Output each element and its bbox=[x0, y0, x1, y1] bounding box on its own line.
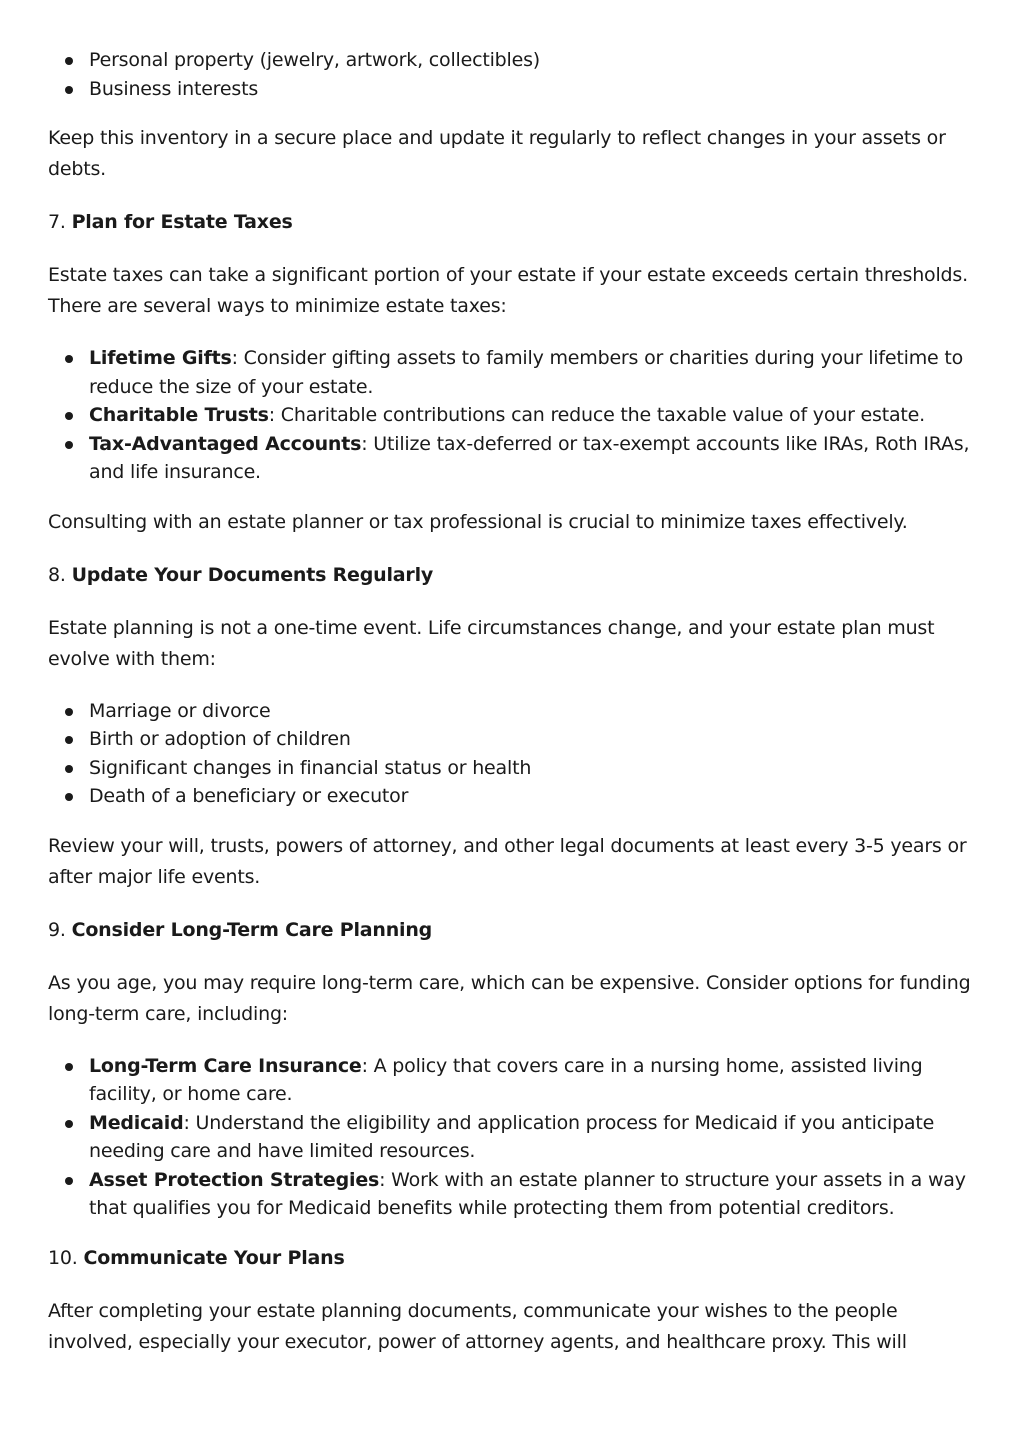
list-item-text: : Consider gifting assets to family members or charities during your lifetime to reduce the size of your estate. bbox=[89, 347, 964, 398]
list-item bbox=[89, 401, 974, 430]
list-item-text: Marriage or divorce bbox=[89, 699, 271, 722]
list-item-text: Significant changes in financial status or health bbox=[89, 756, 532, 779]
bullet-icon bbox=[65, 793, 73, 801]
bullet-icon bbox=[65, 765, 73, 773]
list-item-text: Death of a beneficiary or executor bbox=[89, 785, 409, 807]
list-item-text: Business interests bbox=[89, 77, 259, 100]
section-title: Plan for Estate Taxes bbox=[71, 211, 293, 233]
life-events-list bbox=[48, 697, 974, 811]
update-intro-paragraph: Estate planning is not a one-time event. Life circumstances change, and your estate plan must evolve with them: bbox=[48, 616, 935, 670]
bullet-icon bbox=[65, 1063, 73, 1071]
bullet-icon bbox=[65, 355, 73, 363]
bullet-icon bbox=[65, 412, 73, 420]
section-number: 7. bbox=[48, 211, 66, 233]
bullet-icon bbox=[65, 57, 73, 65]
list-item bbox=[89, 46, 974, 75]
list-item bbox=[89, 430, 974, 487]
list-item-term: Asset Protection Strategies bbox=[89, 1168, 380, 1191]
bullet-icon bbox=[65, 86, 73, 94]
section-title: Update Your Documents Regularly bbox=[71, 563, 434, 586]
section-number: 8. bbox=[48, 563, 66, 586]
list-item bbox=[89, 782, 974, 811]
list-item-text: : Work with an estate planner to structure your assets in a way that qualifies you for Medicaid benefits while protecting them from potential creditors. bbox=[89, 1168, 966, 1219]
bullet-icon bbox=[65, 1177, 73, 1185]
list-item-text: : Understand the eligibility and application process for Medicaid if you anticipate needing care and have limited resources. bbox=[89, 1111, 935, 1162]
list-item-term: Tax-Advantaged Accounts bbox=[89, 432, 362, 455]
section-heading-10 bbox=[48, 1243, 974, 1274]
inventory-paragraph: Keep this inventory in a secure place and update it regularly to reflect changes in your assets or debts. bbox=[48, 127, 946, 180]
list-item bbox=[89, 697, 974, 726]
bullet-icon bbox=[65, 1120, 73, 1128]
list-item bbox=[89, 75, 974, 104]
section-number: 9. bbox=[48, 918, 66, 941]
list-item-term: Long-Term Care Insurance bbox=[89, 1054, 362, 1077]
list-item-text: : A policy that covers care in a nursing home, assisted living facility, or home care. bbox=[89, 1054, 923, 1105]
bullet-icon bbox=[65, 708, 73, 716]
list-item-text: Personal property (jewelry, artwork, collectibles) bbox=[89, 49, 541, 71]
taxes-outro-paragraph: Consulting with an estate planner or tax professional is crucial to minimize taxes effectively. bbox=[48, 510, 908, 533]
list-item-term: Lifetime Gifts bbox=[89, 347, 232, 369]
list-item bbox=[89, 754, 974, 783]
list-item-term: Charitable Trusts bbox=[89, 404, 269, 426]
assets-list bbox=[48, 46, 974, 103]
bullet-icon bbox=[65, 736, 73, 744]
section-heading-7 bbox=[48, 207, 974, 238]
section-title: Consider Long-Term Care Planning bbox=[71, 918, 433, 941]
list-item bbox=[89, 1166, 974, 1223]
bullet-icon bbox=[65, 441, 73, 449]
section-title: Communicate Your Plans bbox=[83, 1246, 345, 1269]
care-options-list bbox=[48, 1052, 974, 1223]
section-heading-9 bbox=[48, 915, 974, 946]
tax-strategies-list bbox=[48, 344, 974, 487]
list-item bbox=[89, 1109, 974, 1166]
care-intro-paragraph: As you age, you may require long-term care, which can be expensive. Consider options for funding long-term care, including: bbox=[48, 971, 971, 1025]
section-heading-8 bbox=[48, 560, 974, 591]
update-outro-paragraph: Review your will, trusts, powers of attorney, and other legal documents at least every 3-5 years or after major life events. bbox=[48, 834, 967, 888]
taxes-intro-paragraph: Estate taxes can take a significant portion of your estate if your estate exceeds certain thresholds. There are several ways to minimize estate taxes: bbox=[48, 264, 968, 317]
section-number: 10. bbox=[48, 1246, 78, 1269]
list-item-term: Medicaid bbox=[89, 1111, 184, 1134]
list-item bbox=[89, 1052, 974, 1109]
communicate-paragraph: After completing your estate planning documents, communicate your wishes to the people involved, especially your executor, power of attorney agents, and healthcare proxy. This will bbox=[48, 1299, 907, 1353]
list-item-text: : Utilize tax-deferred or tax-exempt accounts like IRAs, Roth IRAs, and life insurance. bbox=[89, 432, 970, 483]
list-item bbox=[89, 344, 974, 401]
list-item-text: Birth or adoption of children bbox=[89, 728, 351, 750]
list-item bbox=[89, 725, 974, 754]
list-item-text: : Charitable contributions can reduce the taxable value of your estate. bbox=[268, 404, 926, 426]
